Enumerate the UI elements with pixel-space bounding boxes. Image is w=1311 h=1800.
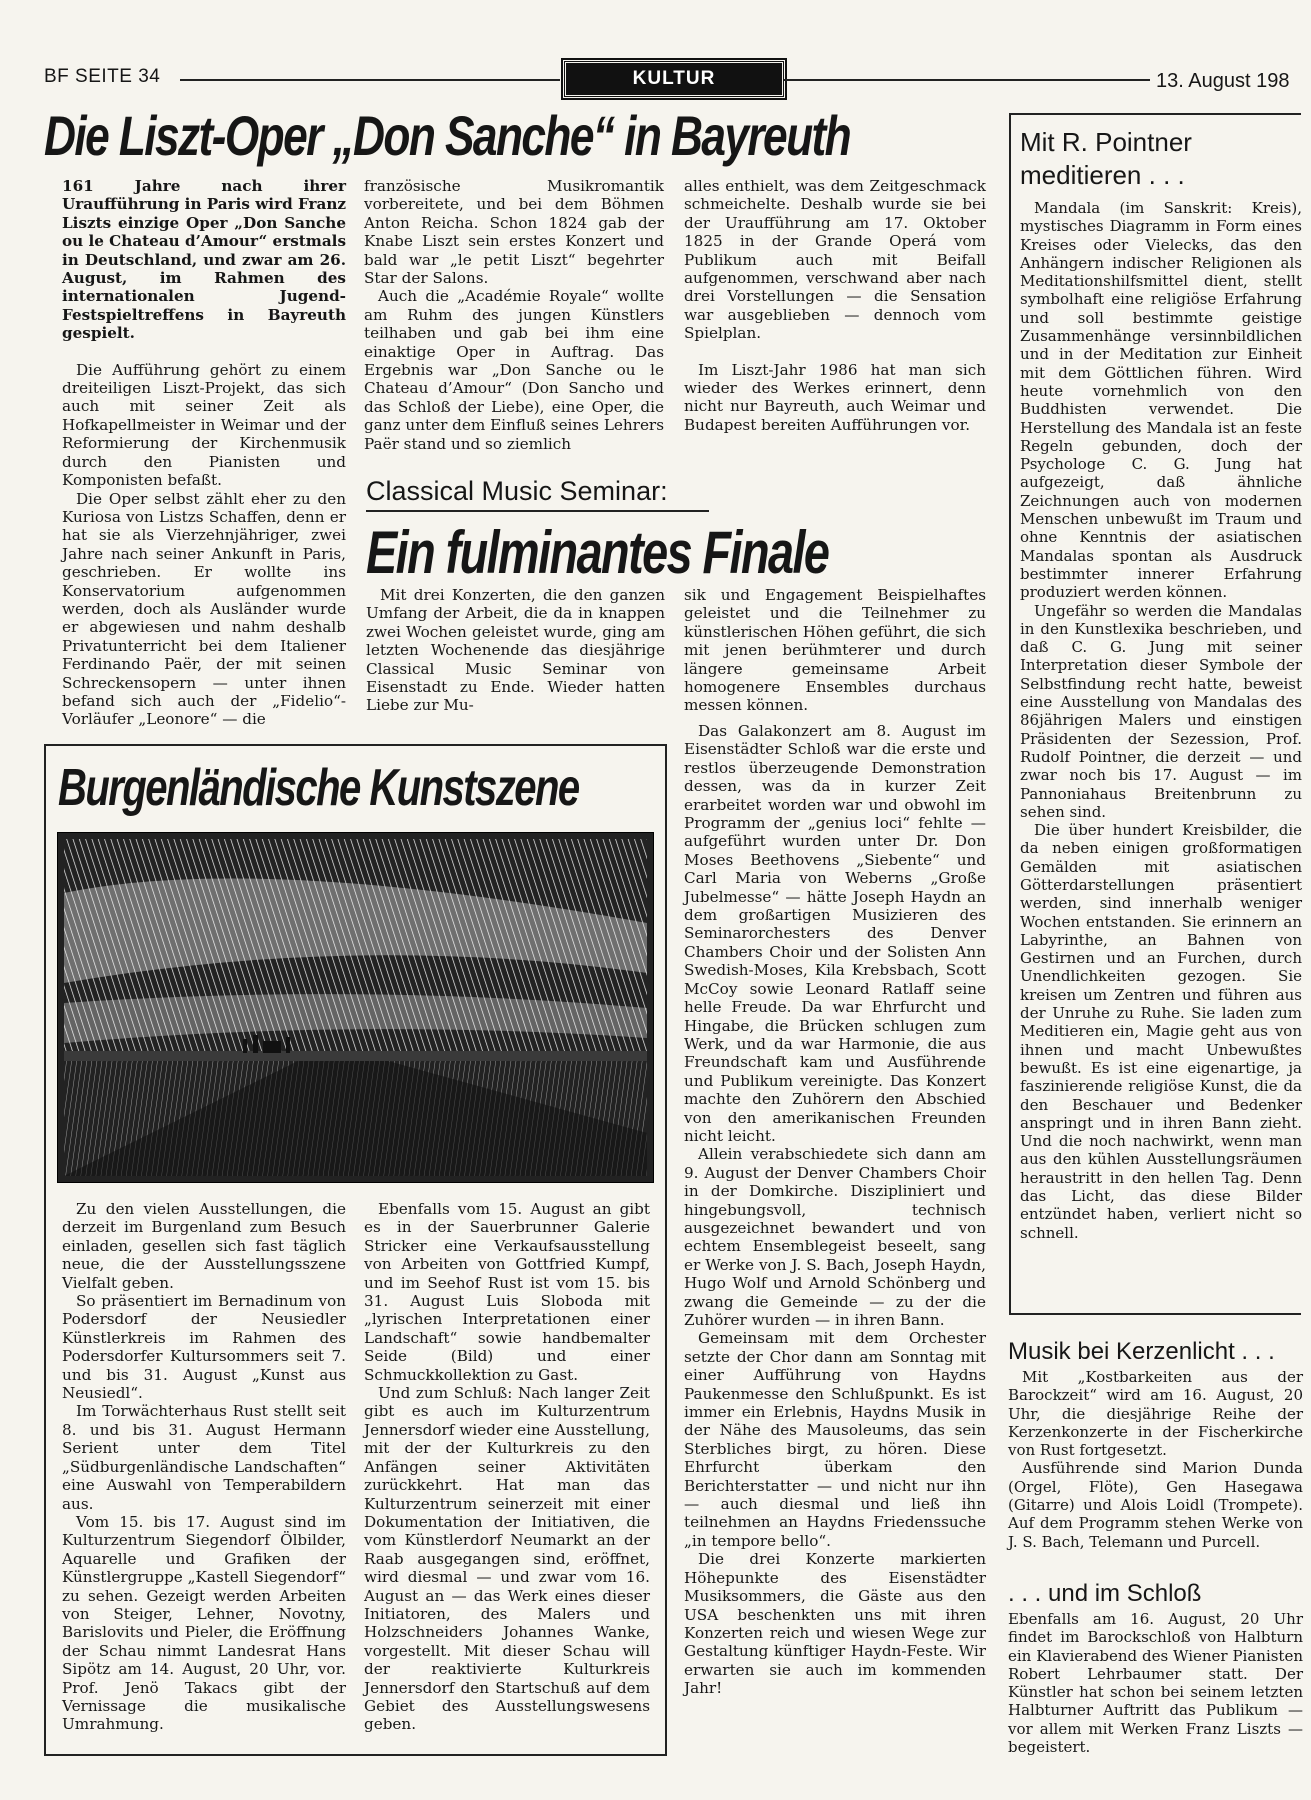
mandala-paragraph: Ungefähr so werden die Mandalas in den Kunstlexika beschrieben, und daß C. G. Jung mit seiner Interpretation dieser Symbole der Selbstfindung recht hatte, beweist eine Ausstellung von Mandalas des 86jährigen Malers und einstigen Präsidenten der Sezession, Prof. Rudolf Pointner, die derzeit — und zwar noch bis 17. August — im Pannoniahaus Breitenbrunn zu sehen sind. xyxy=(1020,601,1302,821)
seminar-paragraph: Das Galakonzert am 8. August im Eisenstädter Schloß war die erste und restlos überzeugende Demonstration dessen, was da in kurzer Zeit erarbeitet worden war und obwohl im Programm der „genius loci“ fehlte — aufgeführt wurden unter Dr. Don Moses Beethovens „Siebente“ und Carl Maria von Weberns „Große Jubelmesse“ — hätte Joseph Haydn an dem großartigen Musizieren des Seminarorchesters des Denver Chambers Choir und der Solisten Ann Swedish-Moses, Kila Krebsbach, Scott McCoy sowie Leonard Ratlaff seine helle Freude. Da war Ehrfurcht und Hingabe, die Brücken schlugen zum Werk, und da war Harmonie, die aus Freundschaft kam und Ausführende und Publikum vereinigte. Das Konzert machte den Zuhörern den Abschied von den amerikanischen Freunden nicht leicht. xyxy=(684,722,986,1145)
issue-date: 13. August 198 xyxy=(1156,70,1290,92)
horizon-line xyxy=(64,1051,647,1061)
kerzen-paragraph: Ausführende sind Marion Dunda (Orgel, Flöte), Gen Hasegawa (Gitarre) und Alois Loidl (Trompete). Auf dem Programm stehen Werke von J. S. Bach, Telemann und Purcell. xyxy=(1008,1459,1303,1551)
mandala-paragraph: Mandala (im Sanskrit: Kreis), mystisches Diagramm in Form eines Kreises oder Vielecks, das den Anhängern indischer Religionen als Meditationshilfsmittel dient, stellt symbolhaft eine religiöse Erfahrung und soll bestimmte geistige Zusammenhänge versinnbildlichen und in der Meditation zur Einheit mit dem Göttlichen führen. Wird heute vornehmlich von den Buddhisten verwendet. Die Herstellung des Mandala ist an feste Regeln gebunden, doch der Psychologe C. G. Jung hat aufgezeigt, daß ähnliche Zeichnungen auch von modernen Menschen unbewußt im Traum und ohne Kenntnis der asiatischen Mandalas spontan als Ausdruck bestimmter innerer Erfahrung produziert werden können. xyxy=(1020,199,1302,602)
seminar-paragraph: sik und Engagement Beispielhaftes geleistet und die Teilnehmer zu künstlerischen Höhen geführt, die sich mit jenen berühmterer und durch längere gemeinsame Arbeit homogenere Ensembles durchaus messen können. xyxy=(684,586,986,715)
liszt-paragraph: Die Aufführung gehört zu einem dreiteiligen Liszt-Projekt, das sich auch mit seiner Zeit als Hofkapellmeister in Weimar und der Reformierung der Kirchenmusik durch den Pianisten und Komponisten befaßt. xyxy=(62,360,346,490)
kerzen-headline: Musik bei Kerzenlicht . . . xyxy=(1008,1338,1275,1365)
seminar-paragraph: Die drei Konzerte markierten Höhepunkte des Eisenstädter Musiksommers, die Gäste aus den USA beschenkten uns mit ihren Konzerten reich und wiesen Wege zur Gestaltung künftiger Haydn-Feste. Wir erwarten sie auch im kommenden Jahr! xyxy=(684,1550,986,1698)
burgenland-paragraph: Zu den vielen Ausstellungen, die derzeit im Burgenland zum Besuch einladen, gesellen sich fast täglich neue, die der Ausstellungsszene Vielfalt geben. xyxy=(62,1200,346,1292)
liszt-paragraph: Die Oper selbst zählt eher zu den Kuriosa von Listzs Schaffen, denn er hat sie als Vierzehnjähriger, zwei Jahre nach seiner Ankunft in Paris, geschrieben. Er wollte ins Konservatorium aufgenommen werden, doch als Ausländer wurde er abgewiesen und nahm deshalb Privatunterricht bei dem Italiener Ferdinando Paër, der mit seinen Schreckensopern — unter ihnen befand sich auch der „Fidelio“-Vorläufer „Leonore“ — die xyxy=(62,489,346,729)
mandala-paragraph: Die über hundert Kreisbilder, die da neben einigen großformatigen Gemälden mit asiatischen Götterdarstellungen präsentiert werden, sind innerhalb weniger Wochen entstanden. Sie erinnern an Labyrinthe, an Bahnen von Gestirnen und an Furchen, durch Unendlichkeiten gezogen. Sie kreisen um Zentren und führen aus der Unruhe zu Ruhe. Sie laden zum Meditieren ein, Magie geht aus von ihnen und macht Unbewußtes bewußt. Es ist eine eigenartige, ja faszinierende religiöse Kunst, die da den Beschauer und Bedenker anspringt und in ihren Bann zieht. Und die noch nachwirkt, wenn man aus den kühlen Ausstellungsräumen heraustritt in den hellen Tag. Denn das Licht, das diese Bilder entzündet haben, verliert nicht so schnell. xyxy=(1020,821,1302,1242)
page-label: BF SEITE 34 xyxy=(44,66,161,87)
mandala-headline-1: Mit R. Pointner xyxy=(1020,127,1192,157)
burgenland-column-2 xyxy=(364,1200,650,1734)
seminar-intro-col-2 xyxy=(684,586,986,715)
kerzen-paragraph: Mit „Kostbarkeiten aus der Barockzeit“ wird am 16. August, 20 Uhr, die diesjährige Reihe der Kerzenkonzerte in der Fischerkirche von Rust fortgesetzt. xyxy=(1008,1368,1303,1460)
schloss-paragraph: Ebenfalls am 16. August, 20 Uhr findet im Barockschloß von Halbturn ein Klavierabend des Wiener Pianisten Robert Lehrbaumer statt. Der Künstler hat schon bei seinem letzten Halbturner Auftritt das Publikum — vor allem mit Werken Franz Liszts — begeistert. xyxy=(1008,1610,1303,1757)
burgenland-headline: Burgenländische Kunstszene xyxy=(58,759,579,817)
kerzen-column xyxy=(1008,1368,1303,1551)
liszt-column-2 xyxy=(364,177,664,453)
liszt-lead: 161 Jahre nach ihrer Uraufführung in Paris wird Franz Liszts einzige Oper „Don Sanche ou le Chateau d’Amour“ erstmals in Deutschland, und zwar am 26. August, im Rahmen des internationalen Jugend-Festspieltreffens in Bayreuth gespielt. xyxy=(62,177,347,343)
liszt-paragraph: Im Liszt-Jahr 1986 hat man sich wieder des Werkes erinnert, denn nicht nur Bayreuth, auch Weimar und Budapest bereiten Aufführungen vor. xyxy=(684,360,986,434)
seminar-kicker-rule xyxy=(366,510,709,512)
mandala-headline-2: meditieren . . . xyxy=(1020,160,1185,190)
liszt-paragraph: alles enthielt, was dem Zeitgeschmack schmeichelte. Deshalb wurde sie bei der Uraufführung am 17. Oktober 1825 in der Grande Operá vom Publikum auch mit Beifall aufgenommen, verschwand aber nach drei Vorstellungen — die Sensation war ausgeblieben — dennoch vom Spielplan. xyxy=(684,177,986,343)
burgenland-paragraph: Und zum Schluß: Nach langer Zeit gibt es auch im Kulturzentrum Jennersdorf wieder eine Ausstellung, mit der der Kulturkreis zu den Anfängen seiner Aktivitäten zurückkehrt. Hat man das Kulturzentrum seinerzeit mit einer Dokumentation der Initiativen, die vom Künstlerdorf Neumarkt an der Raab ausgegangen sind, eröffnet, wird diesmal — und zwar vom 16. August an — das Werk eines dieser Initiatoren, des Malers und Holzschneiders Johannes Wanke, vorgestellt. Mit dieser Schau will der reaktivierte Kulturkreis Jennersdorf den Startschuß auf dem Gebiet des Ausstellungswesens geben. xyxy=(364,1384,650,1734)
landscape-drawing xyxy=(58,833,653,1182)
burgenland-paragraph: Im Torwächterhaus Rust stellt seit 8. und bis 31. August Hermann Serient unter dem Titel „Südburgenländische Landschaften“ eine Auswahl von Temperabildern aus. xyxy=(62,1402,346,1513)
seminar-paragraph: Mit drei Konzerten, die den ganzen Umfang der Arbeit, die da in knappen zwei Wochen geleistet wurde, ging am letzten Wochenende das diesjährige Classical Music Seminar von Eisenstadt zu Ende. Wieder hatten Liebe zur Mu- xyxy=(366,586,665,715)
seminar-kicker: Classical Music Seminar: xyxy=(366,476,668,506)
liszt-paragraph: französische Musikromantik vorbereitete, und bei dem Böhmen Anton Reicha. Schon 1824 gab der Knabe Liszt sein erstes Konzert und bald war „le petit Liszt“ begehrter Star der Salons. xyxy=(364,177,664,288)
seminar-paragraph: Gemeinsam mit dem Orchester setzte der Chor dann am Sonntag mit einer Aufführung von Haydns Paukenmesse den Schlußpunkt. Es ist immer ein Erlebnis, Haydns Musik in der Nähe des Mausoleums, das sein Sterbliches birgt, zu hören. Diese Ehrfurcht überkam den Berichterstatter — und nicht nur ihn — auch diesmal und ließ ihn teilnehmen an Haydns Friedenssuche „in tempore bello“. xyxy=(684,1329,986,1550)
liszt-column-1 xyxy=(62,177,346,729)
schloss-headline: . . . und im Schloß xyxy=(1008,1580,1202,1607)
mandala-column xyxy=(1020,199,1302,1242)
landscape-illustration xyxy=(57,832,654,1183)
burgenland-paragraph: So präsentiert im Bernadinum von Podersdorf der Neusiedler Künstlerkreis im Rahmen des Podersdorfer Kultursommers seit 7. und bis 31. August „Kunst aus Neusiedl“. xyxy=(62,1292,346,1403)
header-rule-right xyxy=(784,79,1150,81)
section-badge: KULTUR xyxy=(563,60,785,98)
liszt-headline: Die Liszt-Oper „Don Sanche“ in Bayreuth xyxy=(44,104,851,167)
seminar-headline: Ein fulminantes Finale xyxy=(366,519,829,586)
liszt-column-3 xyxy=(684,177,986,434)
burgenland-paragraph: Vom 15. bis 17. August sind im Kulturzentrum Siegendorf Ölbilder, Aquarelle und Grafiken der Künstlergruppe „Kastell Siegendorf“ zu sehen. Gezeigt werden Arbeiten von Steiger, Lehner, Novotny, Barislovits und Pieler, die Eröffnung der Schau nimmt Landesrat Hans Sipötz am 14. August, 20 Uhr, vor. Prof. Jenö Takacs gibt der Vernissage die musikalische Umrahmung. xyxy=(62,1512,346,1734)
burgenland-column-1 xyxy=(62,1200,346,1734)
seminar-main-column xyxy=(684,722,986,1698)
seminar-paragraph: Allein verabschiedete sich dann am 9. August der Denver Chambers Choir in der Domkirche. Diszipliniert und hingebungsvoll, technisch ausgezeichnet bewandert und von echtem Ensemblegeist beseelt, sang er Werke von J. S. Bach, Joseph Haydn, Hugo Wolf und Arnold Schönberg und zwang die Gemeinde — zu der die Zuhörer wurden — in ihren Bann. xyxy=(684,1145,986,1329)
seminar-intro-col-1 xyxy=(366,586,665,715)
liszt-paragraph: Auch die „Académie Royale“ wollte am Ruhm des jungen Künstlers teilhaben und gab bei ihm eine einaktige Oper in Auftrag. Das Ergebnis war „Don Sanche ou le Chateau d’Amour“ (Don Sancho und das Schloß der Liebe), eine Oper, die ganz unter dem Einfluß seines Lehrers Paër stand und so ziemlich xyxy=(364,287,664,453)
schloss-column xyxy=(1008,1610,1303,1756)
burgenland-paragraph: Ebenfalls vom 15. August an gibt es in der Sauerbrunner Galerie Stricker eine Verkaufsausstellung von Arbeiten von Gottfried Kumpf, und im Seehof Rust ist vom 15. bis 31. August Luis Sloboda mit „lyrischen Interpretationen einer Landschaft“ sowie handbemalter Seide (Bild) und einer Schmuckkollektion zu Gast. xyxy=(364,1200,650,1384)
header-rule-left xyxy=(180,79,560,81)
